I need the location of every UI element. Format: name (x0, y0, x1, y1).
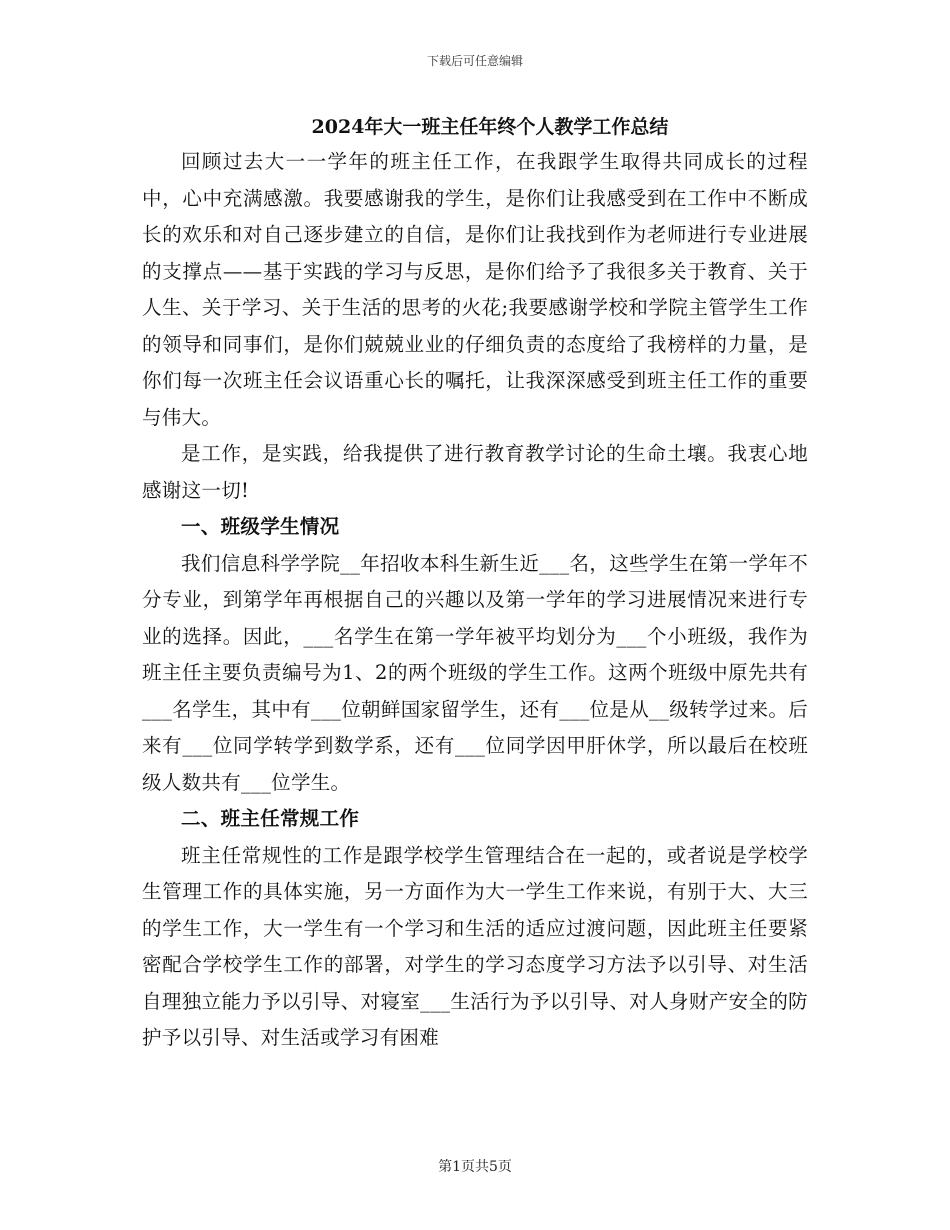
section-paragraph-class-students: 我们信息科学学院__年招收本科生新生近___名，这些学生在第一学年不分专业，到第学年再根据自己的兴趣以及第一学年的学习进展情况来进行专业的选择。因此，___名学生在第一学年被平均划分为___个小班级，我作为班主任主要负责编号为1、2的两个班级的学生工作。这两个班级中原先共有___名学生，其中有___位朝鲜国家留学生，还有___位是从__级转学过来。后来有___位同学转学到数学系，还有___位同学因甲肝休学，所以最后在校班级人数共有___位学生。 (142, 551, 808, 794)
intro-paragraph-1: 回顾过去大一一学年的班主任工作，在我跟学生取得共同成长的过程中，心中充满感激。我要感谢我的学生，是你们让我感受到在工作中不断成长的欢乐和对自己逐步建立的自信，是你们让我找到作为老师进行专业进展的支撑点——基于实践的学习与反思，是你们给予了我很多关于教育、关于人生、关于学习、关于生活的思考的火花;我要感谢学校和学院主管学生工作的领导和同事们，是你们兢兢业业的仔细负责的态度给了我榜样的力量，是你们每一次班主任会议语重心长的嘱托，让我深深感受到班主任工作的重要与伟大。 (142, 150, 808, 429)
page-number: 第1页共5页 (438, 1159, 512, 1175)
section-heading-class-students: 一、班级学生情况 (181, 515, 340, 538)
section-heading-routine-work: 二、班主任常规工作 (181, 807, 360, 830)
page-header-note: 下载后可任意编辑 (426, 54, 523, 68)
document-body (142, 110, 808, 1057)
intro-paragraph-2: 是工作，是实践，给我提供了进行教育教学讨论的生命土壤。我衷心地感谢这一切! (142, 442, 808, 502)
document-title: 2024年大一班主任年终个人教学工作总结 (311, 116, 669, 138)
section-paragraph-routine-work: 班主任常规性的工作是跟学校学生管理结合在一起的，或者说是学校学生管理工作的具体实施，另一方面作为大一学生工作来说，有别于大、大三的学生工作，大一学生有一个学习和生活的适应过渡问题，因此班主任要紧密配合学校学生工作的部署，对学生的学习态度学习方法予以引导、对生活自理独立能力予以引导、对寝室___生活行为予以引导、对人身财产安全的防护予以引导、对生活或学习有困难 (142, 843, 808, 1049)
